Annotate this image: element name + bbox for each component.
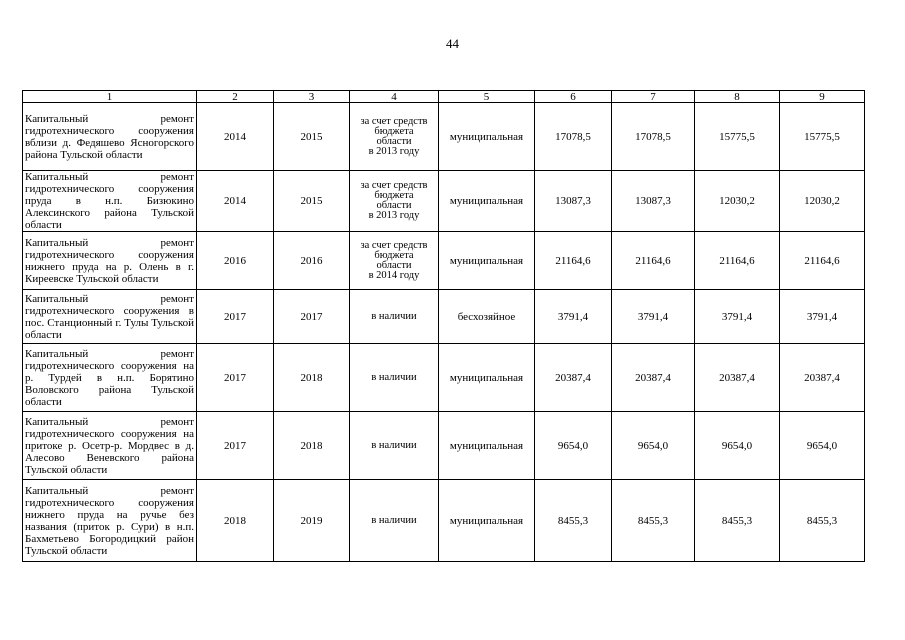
ownership-type: бесхозяйное: [439, 290, 535, 344]
funding-source-line: за счет средств: [360, 115, 428, 127]
value-col-9: 8455,3: [780, 480, 865, 562]
ownership-type: муниципальная: [439, 232, 535, 290]
funding-source-line: за счет средств: [360, 180, 428, 191]
ownership-type: муниципальная: [439, 480, 535, 562]
start-year: 2014: [197, 103, 274, 171]
ownership-type: муниципальная: [439, 103, 535, 171]
end-year: 2018: [274, 412, 350, 480]
value-col-9: 20387,4: [780, 344, 865, 412]
object-description: Капитальный ремонт гидротехнического сооружения на притоке р. Осетр-р. Мордвес в д. Алесово Веневского района Тульской области: [23, 412, 197, 480]
funding-source-line: в наличии: [371, 514, 417, 526]
header-row: [23, 91, 865, 103]
value-col-9: 12030,2: [780, 171, 865, 232]
object-description: Капитальный ремонт гидротехнического сооружения в пос. Станционный г. Тулы Тульской области: [23, 290, 197, 344]
value-col-9: 9654,0: [780, 412, 865, 480]
end-year: 2017: [274, 290, 350, 344]
start-year: 2017: [197, 412, 274, 480]
table-row: [23, 232, 865, 290]
funding-source-line: в 2013 году: [368, 210, 420, 221]
funding-source: [350, 232, 439, 290]
header-cell: 7: [612, 91, 695, 103]
ownership-type: муниципальная: [439, 412, 535, 480]
value-col-7: 8455,3: [612, 480, 695, 562]
funding-source: [350, 171, 439, 232]
header-cell: 5: [439, 91, 535, 103]
funding-source-line: области: [376, 135, 412, 147]
table-row: [23, 412, 865, 480]
end-year: 2015: [274, 103, 350, 171]
value-col-8: 8455,3: [695, 480, 780, 562]
funding-source-line: за счет средств: [360, 239, 428, 251]
value-col-7: 17078,5: [612, 103, 695, 171]
funding-source-line: области: [376, 259, 412, 271]
value-col-6: 9654,0: [535, 412, 612, 480]
table-row: [23, 344, 865, 412]
value-col-7: 21164,6: [612, 232, 695, 290]
table-row: [23, 171, 865, 232]
start-year: 2017: [197, 290, 274, 344]
header-cell: 4: [350, 91, 439, 103]
value-col-9: 21164,6: [780, 232, 865, 290]
object-description: Капитальный ремонт гидротехнического сооружения пруда в н.п. Бизюкино Алексинского района Тульской области: [23, 171, 197, 232]
page-number: 44: [446, 36, 459, 51]
value-col-8: 15775,5: [695, 103, 780, 171]
value-col-6: 3791,4: [535, 290, 612, 344]
end-year: 2015: [274, 171, 350, 232]
ownership-type: муниципальная: [439, 344, 535, 412]
funding-source: [350, 103, 439, 171]
start-year: 2018: [197, 480, 274, 562]
header-cell: 6: [535, 91, 612, 103]
object-description: Капитальный ремонт гидротехнического сооружения нижнего пруда на ручье без названия (приток р. Сури) в н.п. Бахметьево Богородицкий район Тульской области: [23, 480, 197, 562]
start-year: 2014: [197, 171, 274, 232]
header-cell: 8: [695, 91, 780, 103]
value-col-8: 9654,0: [695, 412, 780, 480]
value-col-7: 13087,3: [612, 171, 695, 232]
value-col-9: 3791,4: [780, 290, 865, 344]
ownership-type: муниципальная: [439, 171, 535, 232]
funding-source: [350, 480, 439, 562]
value-col-8: 21164,6: [695, 232, 780, 290]
value-col-7: 20387,4: [612, 344, 695, 412]
value-col-7: 9654,0: [612, 412, 695, 480]
end-year: 2018: [274, 344, 350, 412]
funding-source-line: в наличии: [371, 310, 417, 322]
object-description: Капитальный ремонт гидротехнического сооружения на р. Турдей в н.п. Борятино Воловского района Тульской области: [23, 344, 197, 412]
header-cell: 3: [274, 91, 350, 103]
value-col-6: 21164,6: [535, 232, 612, 290]
funding-source: [350, 412, 439, 480]
value-col-7: 3791,4: [612, 290, 695, 344]
value-col-9: 15775,5: [780, 103, 865, 171]
table-row: [23, 290, 865, 344]
value-col-6: 8455,3: [535, 480, 612, 562]
table-row: [23, 480, 865, 562]
end-year: 2019: [274, 480, 350, 562]
funding-source-line: в 2013 году: [368, 145, 420, 157]
value-col-6: 20387,4: [535, 344, 612, 412]
value-col-8: 3791,4: [695, 290, 780, 344]
data-table: [22, 90, 865, 562]
funding-source-line: бюджета: [374, 125, 414, 137]
start-year: 2016: [197, 232, 274, 290]
header-cell: 1: [23, 91, 197, 103]
value-col-8: 20387,4: [695, 344, 780, 412]
object-description: Капитальный ремонт гидротехнического сооружения нижнего пруда на р. Олень в г. Киреевске Тульской области: [23, 232, 197, 290]
value-col-8: 12030,2: [695, 171, 780, 232]
end-year: 2016: [274, 232, 350, 290]
funding-source-line: бюджета: [374, 249, 414, 261]
value-col-6: 17078,5: [535, 103, 612, 171]
funding-source-line: в наличии: [371, 439, 417, 451]
funding-source: [350, 344, 439, 412]
value-col-6: 13087,3: [535, 171, 612, 232]
funding-source-line: области: [376, 200, 412, 211]
funding-source: [350, 290, 439, 344]
start-year: 2017: [197, 344, 274, 412]
object-description: Капитальный ремонт гидротехнического сооружения вблизи д. Федяшево Ясногорского района Тульской области: [23, 103, 197, 171]
header-cell: 9: [780, 91, 865, 103]
funding-source-line: бюджета: [374, 190, 414, 201]
table-row: [23, 103, 865, 171]
header-cell: 2: [197, 91, 274, 103]
funding-source-line: в 2014 году: [368, 269, 420, 281]
funding-source-line: в наличии: [371, 371, 417, 383]
